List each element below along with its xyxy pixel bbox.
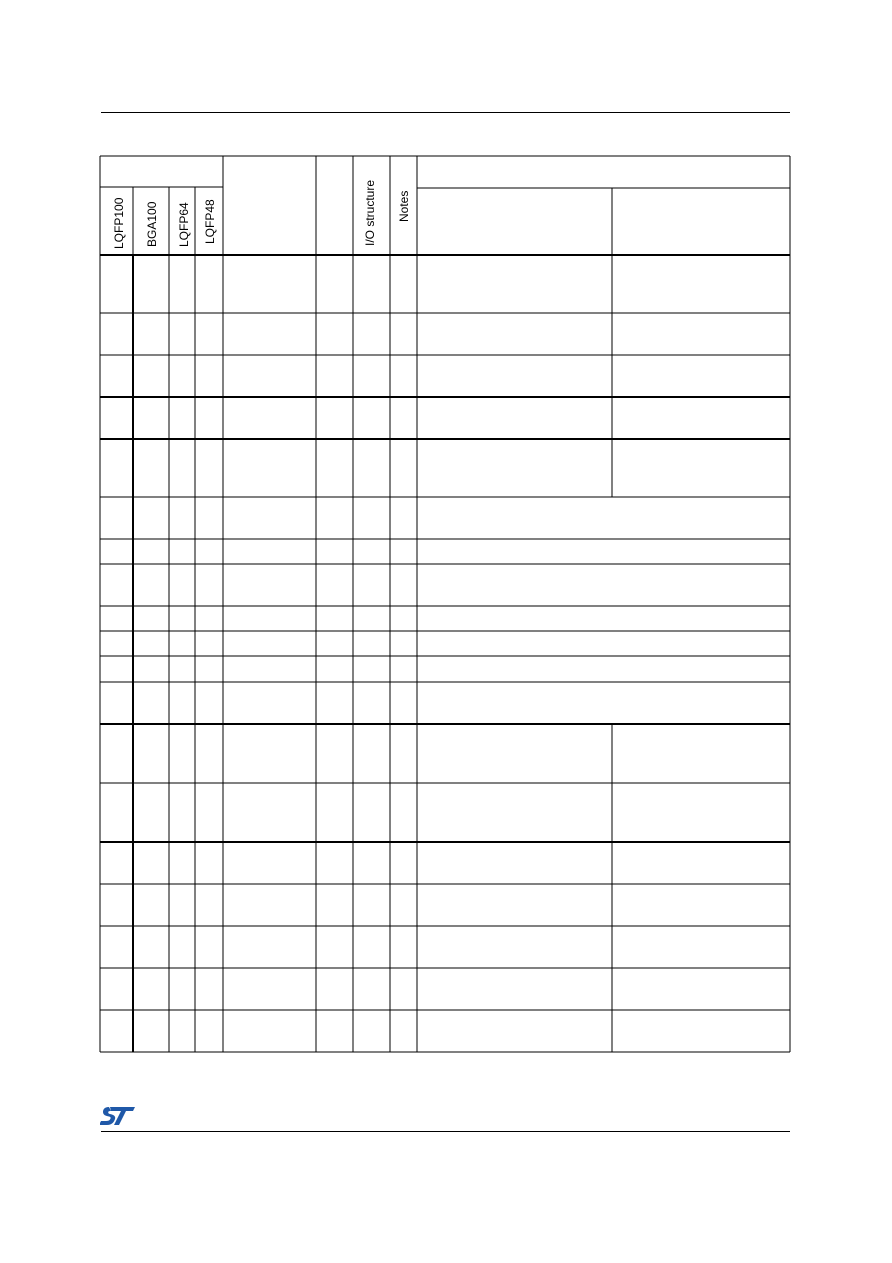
column-header-io-structure: I/O structure	[363, 179, 377, 246]
column-header-lqfp100: LQFP100	[112, 197, 126, 249]
st-logo-icon	[100, 1106, 136, 1126]
column-header-notes: Notes	[397, 190, 411, 222]
footer-rule	[101, 1131, 790, 1132]
column-header-lqfp64: LQFP64	[177, 202, 191, 247]
table-grid	[100, 156, 790, 1052]
column-header-bga100: BGA100	[145, 201, 159, 247]
header-rule	[101, 112, 790, 113]
column-header-lqfp48: LQFP48	[203, 199, 217, 244]
pin-definitions-table	[100, 156, 790, 1052]
